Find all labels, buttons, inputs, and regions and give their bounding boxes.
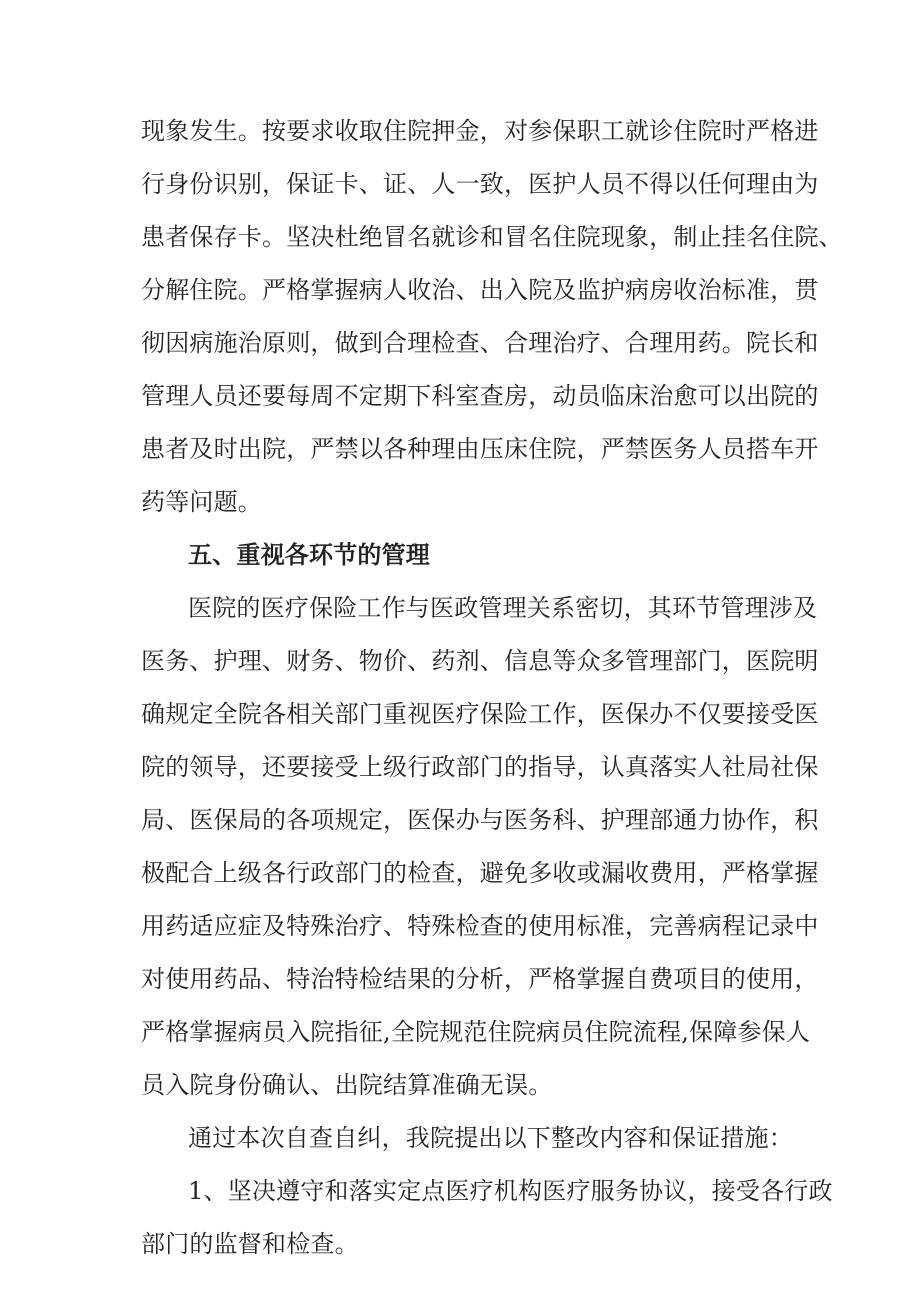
paragraph-line-21: 部门的监督和检查。 [141,1230,359,1258]
paragraph-line-1: 现象发生。按要求收取住院押金，对参保职工就诊住院时严格进 [141,117,819,145]
paragraph-line-9: 医院的医疗保险工作与医政管理关系密切，其环节管理涉及 [188,594,818,622]
paragraph-line-13: 局、医保局的各项规定，医保办与医务科、护理部通力协作，积 [141,806,819,834]
paragraph-line-10: 医务、护理、财务、物价、药剂、信息等众多管理部门，医院明 [141,647,819,675]
paragraph-line-16: 对使用药品、特治特检结果的分析，严格掌握自费项目的使用， [141,965,819,993]
section-heading: 五、重视各环节的管理 [188,541,430,569]
paragraph-line-18: 员入院身份确认、出院结算准确无误。 [141,1071,553,1099]
paragraph-line-3: 患者保存卡。坚决杜绝冒名就诊和冒名住院现象，制止挂名住院、 [141,223,843,251]
paragraph-line-4: 分解住院。严格掌握病人收治、出入院及监护病房收治标准，贯 [141,276,819,304]
paragraph-line-12: 院的领导，还要接受上级行政部门的指导，认真落实人社局社保 [141,753,819,781]
paragraph-line-15: 用药适应症及特殊治疗、特殊检查的使用标准，完善病程记录中 [141,912,819,940]
paragraph-line-11: 确规定全院各相关部门重视医疗保险工作，医保办不仅要接受医 [141,700,819,728]
paragraph-line-5: 彻因病施治原则，做到合理检查、合理治疗、合理用药。院长和 [141,329,819,357]
paragraph-line-19: 通过本次自查自纠，我院提出以下整改内容和保证措施： [188,1124,793,1152]
paragraph-line-14: 极配合上级各行政部门的检查，避免多收或漏收费用，严格掌握 [141,859,819,887]
paragraph-line-20: 1、坚决遵守和落实定点医疗机构医疗服务协议，接受各行政 [188,1177,833,1205]
paragraph-line-7: 患者及时出院，严禁以各种理由压床住院，严禁医务人员搭车开 [141,435,819,463]
paragraph-line-17: 严格掌握病员入院指征,全院规范住院病员住院流程,保障参保人 [141,1018,811,1046]
paragraph-line-2: 行身份识别，保证卡、证、人一致，医护人员不得以任何理由为 [141,170,819,198]
paragraph-line-8: 药等问题。 [141,488,262,516]
paragraph-line-6: 管理人员还要每周不定期下科室查房，动员临床治愈可以出院的 [141,382,819,410]
